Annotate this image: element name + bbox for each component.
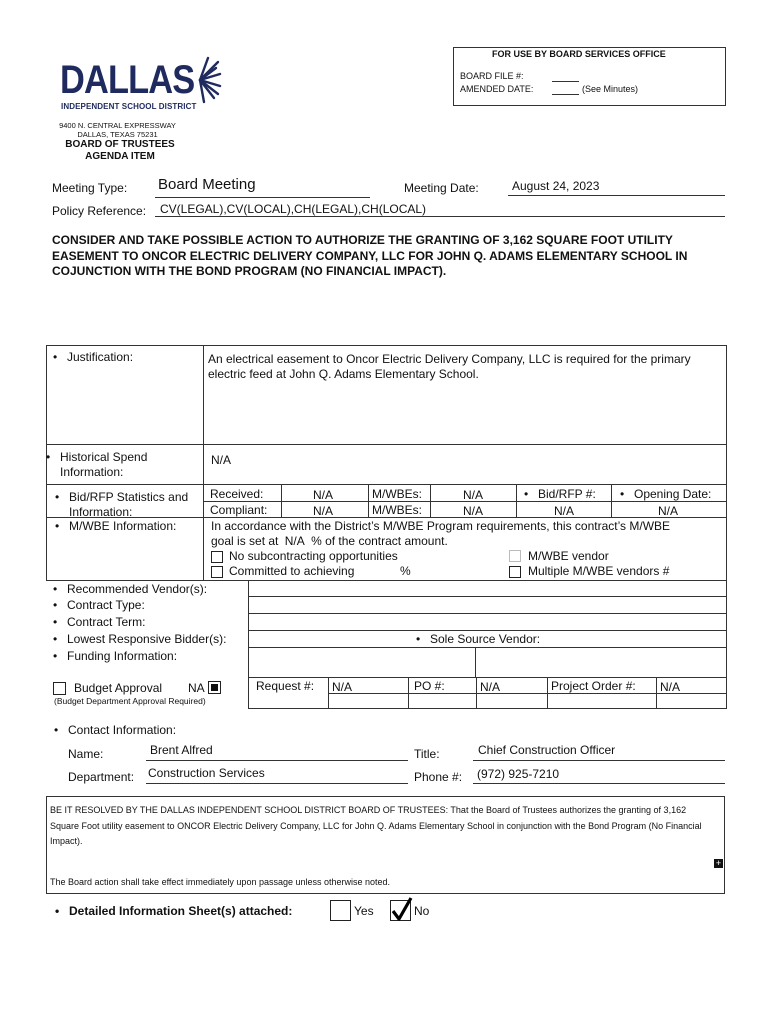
contract-type-label: • Contract Type: [67, 598, 145, 612]
compliant-value: N/A [313, 504, 334, 518]
mwbe-goal-line [211, 534, 448, 548]
historical-label-line-2: Information: [60, 465, 124, 479]
request-number-label: Request #: [256, 679, 315, 693]
mwbe-goal-prefix: goal is set at [211, 534, 279, 548]
committed-percent: % [400, 564, 411, 578]
vendor-hline-4 [248, 647, 727, 648]
mwbes-value-1: N/A [463, 488, 484, 502]
po-number-value: N/A [480, 680, 501, 694]
justification-label: • Justification: [67, 350, 133, 364]
opening-date-label: • Opening Date: [634, 487, 711, 501]
logo-wordmark: DALLAS [60, 58, 195, 102]
contact-title-label: Title: [414, 747, 440, 761]
mwbe-goal-suffix: % of the contract amount. [311, 534, 448, 548]
historical-label-line-1: • Historical Spend [60, 450, 148, 464]
budget-vline-1 [248, 677, 249, 709]
no-subcontracting-checkbox[interactable] [211, 551, 223, 563]
received-label: Received: [210, 487, 264, 501]
justification-text: An electrical easement to Oncor Electric Delivery Company, LLC is required for the primary electric feed at John Q. Adams Elementary School. [208, 352, 691, 381]
meeting-type-line [155, 197, 370, 198]
expand-icon[interactable]: + [715, 858, 722, 868]
lowest-bidder-label: • Lowest Responsive Bidder(s): [67, 632, 226, 646]
amended-date-label: AMENDED DATE: [460, 84, 534, 94]
bid-rfp-number-label: • Bid/RFP #: [538, 487, 596, 501]
budget-vline-7 [726, 677, 727, 709]
dallas-isd-logo [60, 58, 230, 118]
budget-vline-2 [328, 677, 329, 709]
contact-department-value: Construction Services [148, 766, 265, 780]
no-subcontracting-label: No subcontracting opportunities [229, 549, 398, 563]
contact-name-line [146, 760, 408, 761]
historical-spend-label [60, 450, 147, 480]
request-number-value: N/A [332, 680, 353, 694]
detailed-yes-label: Yes [354, 904, 374, 918]
multiple-vendors-checkbox[interactable] [509, 566, 521, 578]
contact-phone-line [473, 783, 725, 784]
resolution-effect: The Board action shall take effect immediately upon passage unless otherwise noted. [50, 877, 391, 887]
bid-rfp-number-value: N/A [554, 504, 575, 518]
vendor-hline-2 [248, 613, 727, 614]
committed-label: Committed to achieving [229, 564, 355, 578]
grid-hline-1 [46, 444, 727, 445]
contact-info-heading: • Contact Information: [68, 723, 176, 737]
funding-info-label: • Funding Information: [67, 649, 177, 663]
sole-source-label: • Sole Source Vendor: [430, 632, 540, 646]
grid-hline-2 [46, 484, 727, 485]
contact-title-line [473, 760, 725, 761]
detailed-info-label: • Detailed Information Sheet(s) attached: [69, 904, 292, 918]
sole-source-vline [475, 647, 476, 678]
project-order-label: Project Order #: [551, 679, 636, 693]
resolution-text: BE IT RESOLVED BY THE DALLAS INDEPENDENT SCHOOL DISTRICT BOARD OF TRUSTEES: That the Board of Trustees authorizes the granting of 3,162 Square Foot utility easement to ONCOR Electric Delivery Company, LLC for John Q. Adams Elementary School in conjunction with the Bond Program (No Financial Impact). [50, 805, 702, 846]
budget-vline-4 [476, 677, 477, 709]
budget-approval-checkbox[interactable] [53, 682, 66, 695]
contact-department-line [146, 783, 408, 784]
heading-line-1: BOARD OF TRUSTEES [65, 139, 175, 150]
policy-reference-line [155, 216, 725, 217]
mwbes-value-2: N/A [463, 504, 484, 518]
bid-rfp-label [69, 490, 188, 520]
contact-name-value: Brent Alfred [150, 743, 213, 757]
contact-department-label: Department: [68, 770, 135, 784]
bid-label-line-1: • Bid/RFP Statistics and [69, 490, 189, 504]
budget-vline-6 [656, 677, 657, 709]
vendor-hline-3 [248, 630, 727, 631]
office-box [453, 47, 726, 106]
contract-term-label: • Contract Term: [67, 615, 145, 629]
address-line-2: DALLAS, TEXAS 75231 [77, 130, 158, 139]
mwbes-label-1: M/WBEs: [372, 487, 422, 501]
mwbe-vendor-checkbox[interactable] [509, 550, 521, 562]
budget-na-label: NA [188, 681, 205, 695]
multiple-vendors-label: Multiple M/WBE vendors # [528, 564, 670, 578]
heading-line-2: AGENDA ITEM [85, 151, 155, 162]
office-box-title: FOR USE BY BOARD SERVICES OFFICE [492, 49, 666, 59]
board-file-line [552, 81, 579, 82]
star-burst-icon [178, 56, 222, 104]
see-minutes: (See Minutes) [582, 84, 639, 94]
historical-spend-value: N/A [211, 453, 232, 467]
mwbe-goal-value: N/A [284, 534, 305, 548]
district-address [30, 121, 205, 139]
policy-reference-value: CV(LEGAL),CV(LOCAL),CH(LEGAL),CH(LOCAL) [160, 202, 427, 216]
mwbe-vendor-label: M/WBE vendor [528, 549, 609, 563]
meeting-type-label: Meeting Type: [52, 181, 128, 195]
meeting-date-label: Meeting Date: [404, 181, 479, 195]
vendor-hline-1 [248, 596, 727, 597]
po-number-label: PO #: [414, 679, 445, 693]
resolution-box [46, 796, 725, 894]
checkmark-icon [389, 896, 413, 922]
bid-label-line-2: Information: [69, 505, 133, 519]
address-line-1: 9400 N. CENTRAL EXPRESSWAY [59, 121, 176, 130]
checkbox-fill [211, 684, 218, 691]
detailed-no-checkbox[interactable] [390, 900, 411, 921]
contact-phone-value: (972) 925-7210 [477, 767, 560, 781]
committed-checkbox[interactable] [211, 566, 223, 578]
meeting-date-line [508, 195, 725, 196]
budget-vline-3 [408, 677, 409, 709]
agenda-heading [30, 139, 210, 163]
opening-date-value: N/A [658, 504, 679, 518]
grid-vline-main [203, 345, 204, 581]
received-value: N/A [313, 488, 334, 502]
mwbes-label-2: M/WBEs: [372, 503, 422, 517]
budget-approval-label: Budget Approval [74, 681, 163, 695]
budget-na-checkbox[interactable] [208, 681, 221, 694]
recommended-vendor-label: • Recommended Vendor(s): [67, 582, 207, 596]
meeting-date-value: August 24, 2023 [512, 179, 600, 193]
project-order-value: N/A [660, 680, 681, 694]
board-file-label: BOARD FILE #: [460, 71, 524, 81]
detailed-yes-checkbox[interactable] [330, 900, 351, 921]
budget-vline-5 [547, 677, 548, 709]
meeting-type-value: Board Meeting [158, 176, 256, 193]
contact-name-label: Name: [68, 747, 104, 761]
detailed-no-label: No [414, 904, 430, 918]
contact-phone-label: Phone #: [414, 770, 463, 784]
compliant-label: Compliant: [210, 503, 268, 517]
budget-note: (Budget Department Approval Required) [54, 696, 206, 706]
policy-reference-label: Policy Reference: [52, 204, 147, 218]
contact-title-value: Chief Construction Officer [478, 743, 616, 757]
logo-subtitle: INDEPENDENT SCHOOL DISTRICT [61, 102, 197, 111]
agenda-item-title: CONSIDER AND TAKE POSSIBLE ACTION TO AUTHORIZE THE GRANTING OF 3,162 SQUARE FOOT UTILITY EASEMENT TO ONCOR ELECTRIC DELIVERY COMPANY, LLC FOR JOHN Q. ADAMS ELEMENTARY SCHOOL IN COJUNCTION WITH THE BOND PROGRAM (NO FINANCIAL IMPACT). [52, 233, 688, 278]
mwbe-line-1: In accordance with the District’s M/WBE Program requirements, this contract’s M/WBE [211, 519, 671, 533]
mwbe-info-label: • M/WBE Information: [69, 519, 176, 533]
amended-date-line [552, 94, 579, 95]
